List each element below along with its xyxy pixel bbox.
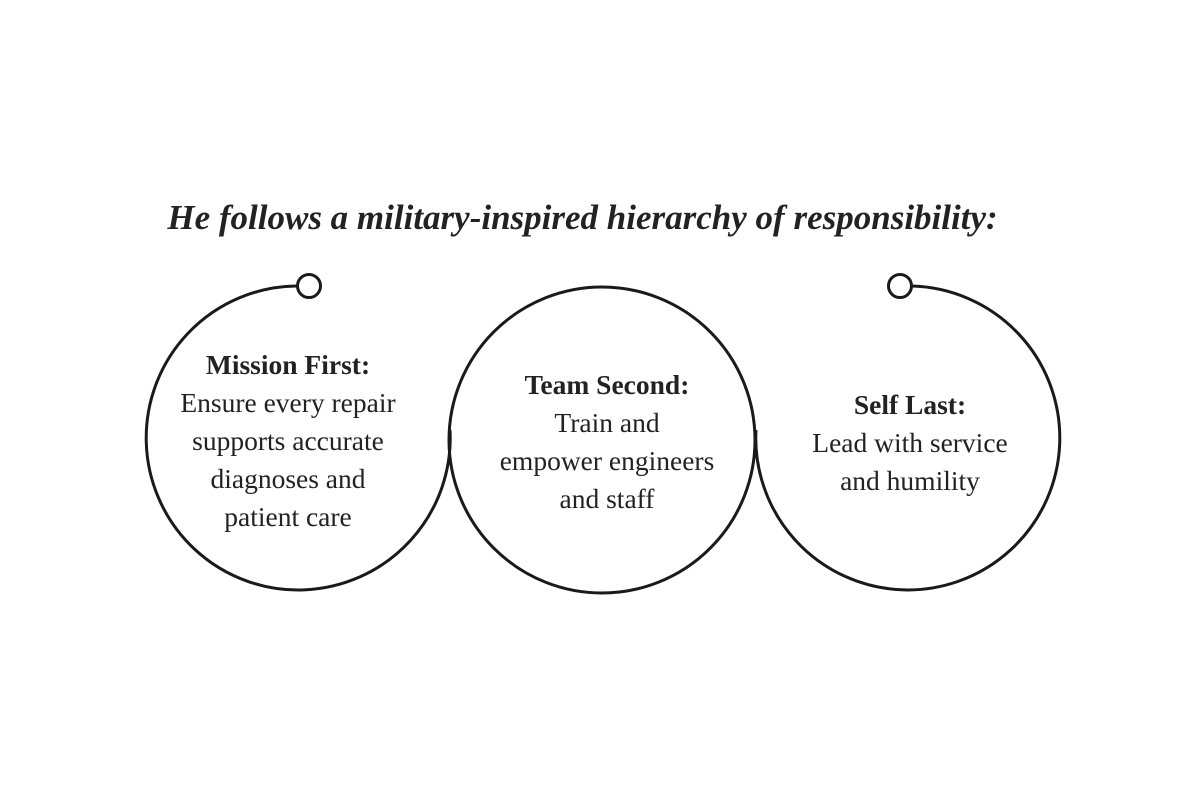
- item-desc-line: Train and: [554, 407, 660, 438]
- item-desc-line: patient care: [224, 501, 352, 532]
- item-term: Self Last:: [853, 389, 967, 420]
- item-self-last: [765, 386, 1055, 500]
- item-desc-line: and humility: [840, 465, 980, 496]
- item-desc-line: diagnoses and: [210, 463, 366, 494]
- item-term: Mission First:: [205, 349, 371, 380]
- handle-mission-first: [298, 275, 321, 298]
- item-desc-line: Ensure every repair: [180, 387, 396, 418]
- item-desc-line: and staff: [559, 483, 655, 514]
- item-desc-line: supports accurate: [192, 425, 384, 456]
- item-desc-line: empower engineers: [499, 445, 715, 476]
- item-desc-line: Lead with service: [812, 427, 1008, 458]
- item-team-second: [462, 366, 752, 518]
- handle-self-last: [889, 275, 912, 298]
- item-mission-first: [143, 346, 433, 536]
- diagram-heading: He follows a military-inspired hierarchy of responsibility:: [167, 198, 998, 237]
- item-term: Team Second:: [524, 369, 690, 400]
